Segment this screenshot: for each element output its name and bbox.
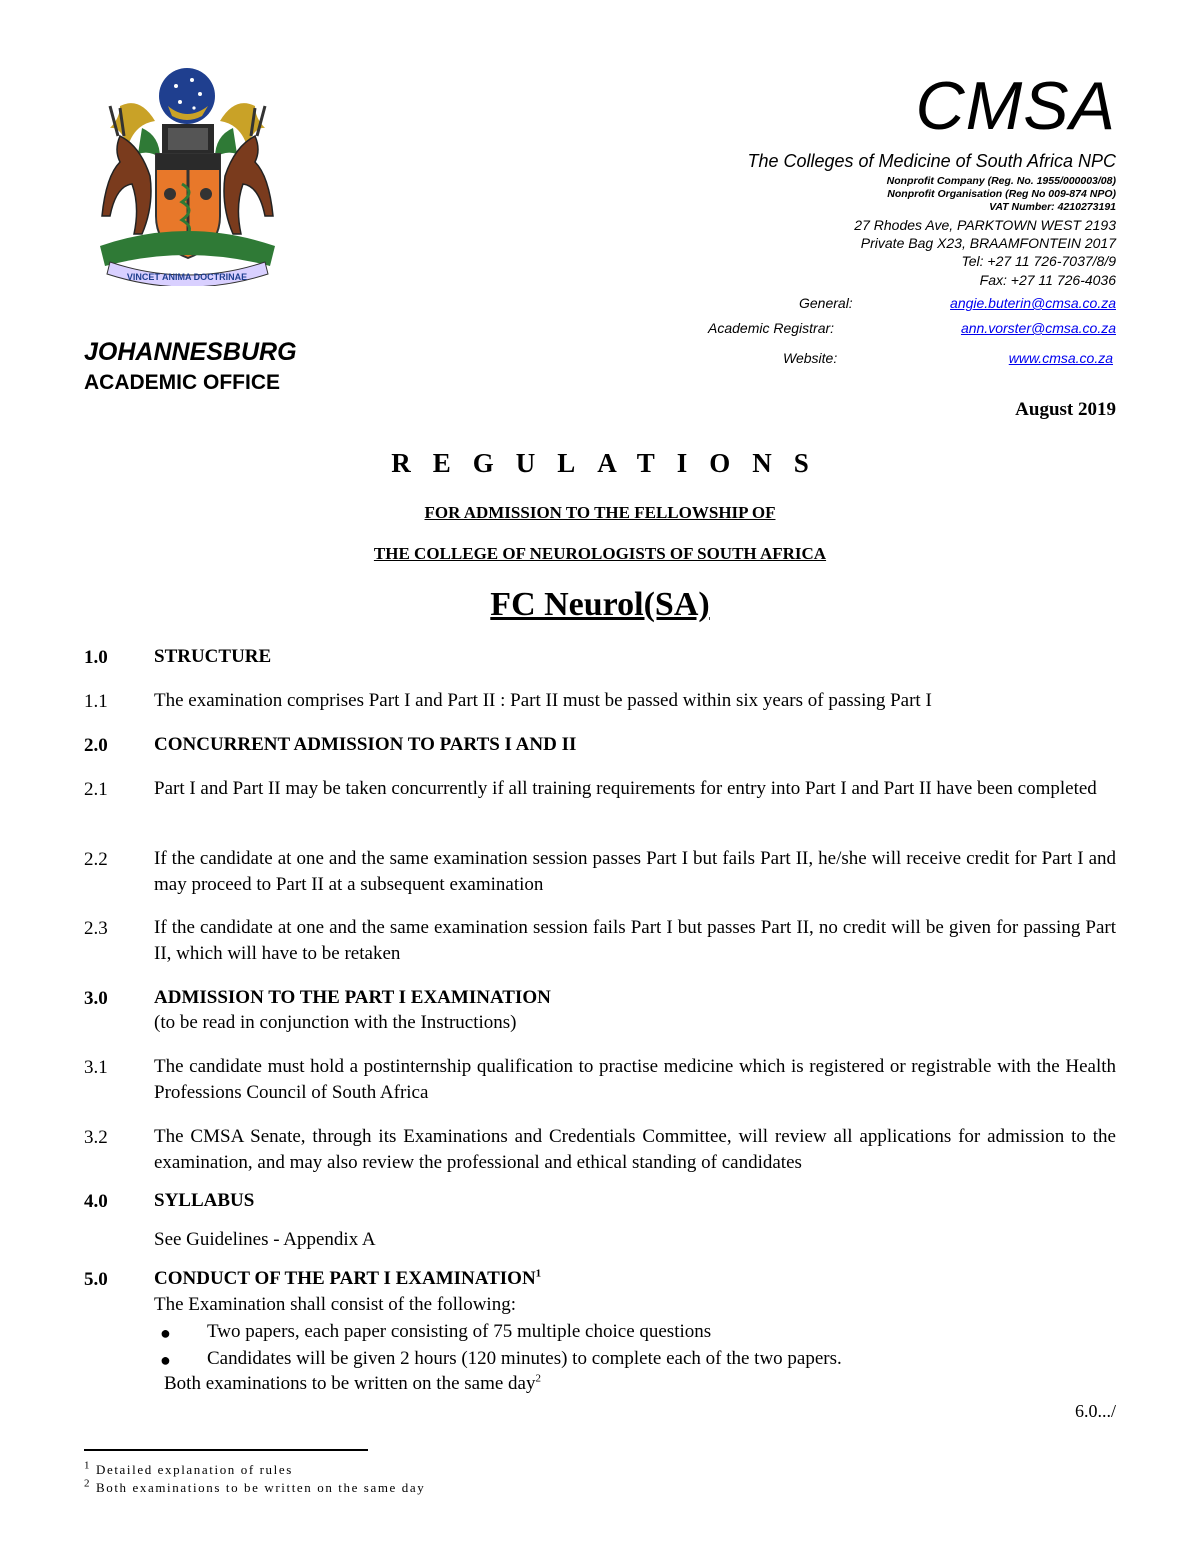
section-closing (164, 1371, 1126, 1397)
clause-number: 3.2 (84, 1127, 108, 1148)
footnote-ref: 1 (535, 1267, 542, 1280)
cmsa-logo-text: CMSA (915, 68, 1116, 144)
footnote-mark: 1 (84, 1459, 92, 1472)
fax: Fax: +27 11 726-4036 (979, 272, 1116, 288)
section-heading-with-footnote (154, 1266, 1116, 1292)
regulations-heading: REGULATIONS (391, 448, 831, 478)
clause-number: 2.3 (84, 918, 108, 939)
contact-general-label: General: (799, 295, 853, 311)
org-name: The Colleges of Medicine of South Africa NPC (747, 151, 1116, 171)
footnote-ref: 2 (535, 1372, 541, 1385)
crest-motto-text: VINCET ANIMA DOCTRINAE (126, 272, 248, 282)
registration-line-1: Nonprofit Company (Reg. No. 1955/000003/08) (886, 175, 1116, 187)
section-heading: ADMISSION TO THE PART I EXAMINATION (154, 987, 551, 1008)
street-address: 27 Rhodes Ave, PARKTOWN WEST 2193 (854, 217, 1116, 233)
footnote-text: Detailed explanation of rules (95, 1462, 293, 1477)
section-number: 1.0 (84, 647, 108, 668)
section-heading: STRUCTURE (154, 646, 272, 667)
contact-website-label: Website: (783, 350, 838, 366)
continuation-marker: 6.0.../ (1074, 1401, 1116, 1421)
footnote-divider (84, 1449, 368, 1451)
clause-text: If the candidate at one and the same examination session fails Part I but passes Part II, no credit will be given for passing Part II, which will have to be retaken (154, 917, 1116, 964)
contact-registrar-email-link[interactable]: ann.vorster@cmsa.co.za (960, 320, 1116, 336)
contact-registrar-label: Academic Registrar: (708, 320, 835, 336)
section-number: 4.0 (84, 1191, 108, 1212)
section-note: (to be read in conjunction with the Instructions) (154, 1012, 517, 1033)
subtitle-line-2: THE COLLEGE OF NEUROLOGISTS OF SOUTH AFRICA (373, 544, 827, 563)
footnote-text: Both examinations to be written on the same day (95, 1480, 426, 1495)
footnote-mark: 2 (84, 1477, 92, 1490)
section-number: 3.0 (84, 988, 108, 1009)
bullet-icon: ● (160, 1350, 171, 1370)
list-item: Two papers, each paper consisting of 75 multiple choice questions (207, 1321, 712, 1342)
clause-text: If the candidate at one and the same examination session passes Part I but fails Part II, he/she will receive credit for Part I and may proceed to Part II at a subsequent examination (154, 848, 1116, 895)
cmsa-crest-logo (80, 66, 295, 286)
section-number: 5.0 (84, 1269, 108, 1290)
vat-number: VAT Number: 4210273191 (989, 201, 1116, 213)
section-heading: CONDUCT OF THE PART I EXAMINATION (154, 1268, 536, 1289)
section-intro: The Examination shall consist of the following: (154, 1294, 516, 1315)
document-date: August 2019 (1015, 399, 1116, 420)
section-heading: SYLLABUS (154, 1190, 255, 1211)
website-link[interactable]: www.cmsa.co.za (1008, 350, 1113, 366)
clause-text: Part I and Part II may be taken concurrently if all training requirements for entry into Part I and Part II have been completed (154, 778, 1097, 799)
bullet-icon: ● (160, 1323, 171, 1343)
registration-line-2: Nonprofit Organisation (Reg No 009-874 NPO) (887, 188, 1116, 200)
clause-text: The CMSA Senate, through its Examinations and Credentials Committee, will review all applications for admission to the examination, and may also review the professional and ethical standing of candidates (154, 1126, 1116, 1173)
clause-number: 1.1 (84, 691, 108, 712)
footnote (84, 1477, 426, 1495)
telephone: Tel: +27 11 726-7037/8/9 (961, 253, 1116, 269)
section-number: 2.0 (84, 735, 108, 756)
list-item: Candidates will be given 2 hours (120 minutes) to complete each of the two papers. (207, 1348, 842, 1369)
contact-general-email-link[interactable]: angie.buterin@cmsa.co.za (950, 295, 1116, 311)
subtitle-line-1: FOR ADMISSION TO THE FELLOWSHIP OF (424, 503, 776, 522)
postal-address: Private Bag X23, BRAAMFONTEIN 2017 (860, 235, 1116, 251)
closing-text: Both examinations to be written on the same day (164, 1373, 536, 1394)
footnote (84, 1459, 293, 1477)
clause-text: The candidate must hold a postinternship qualification to practise medicine which is registered or registrable with the Health Professions Council of South Africa (154, 1056, 1116, 1103)
clause-text: The examination comprises Part I and Part II : Part II must be passed within six years of passing Part I (154, 690, 932, 711)
qualification-title: FC Neurol(SA) (490, 586, 710, 623)
clause-number: 2.1 (84, 779, 108, 800)
clause-number: 3.1 (84, 1057, 108, 1078)
clause-number: 2.2 (84, 849, 108, 870)
office-city: JOHANNESBURG (84, 338, 297, 366)
section-body: See Guidelines - Appendix A (154, 1229, 376, 1250)
section-heading: CONCURRENT ADMISSION TO PARTS I AND II (154, 734, 577, 755)
office-name: ACADEMIC OFFICE (84, 371, 280, 394)
